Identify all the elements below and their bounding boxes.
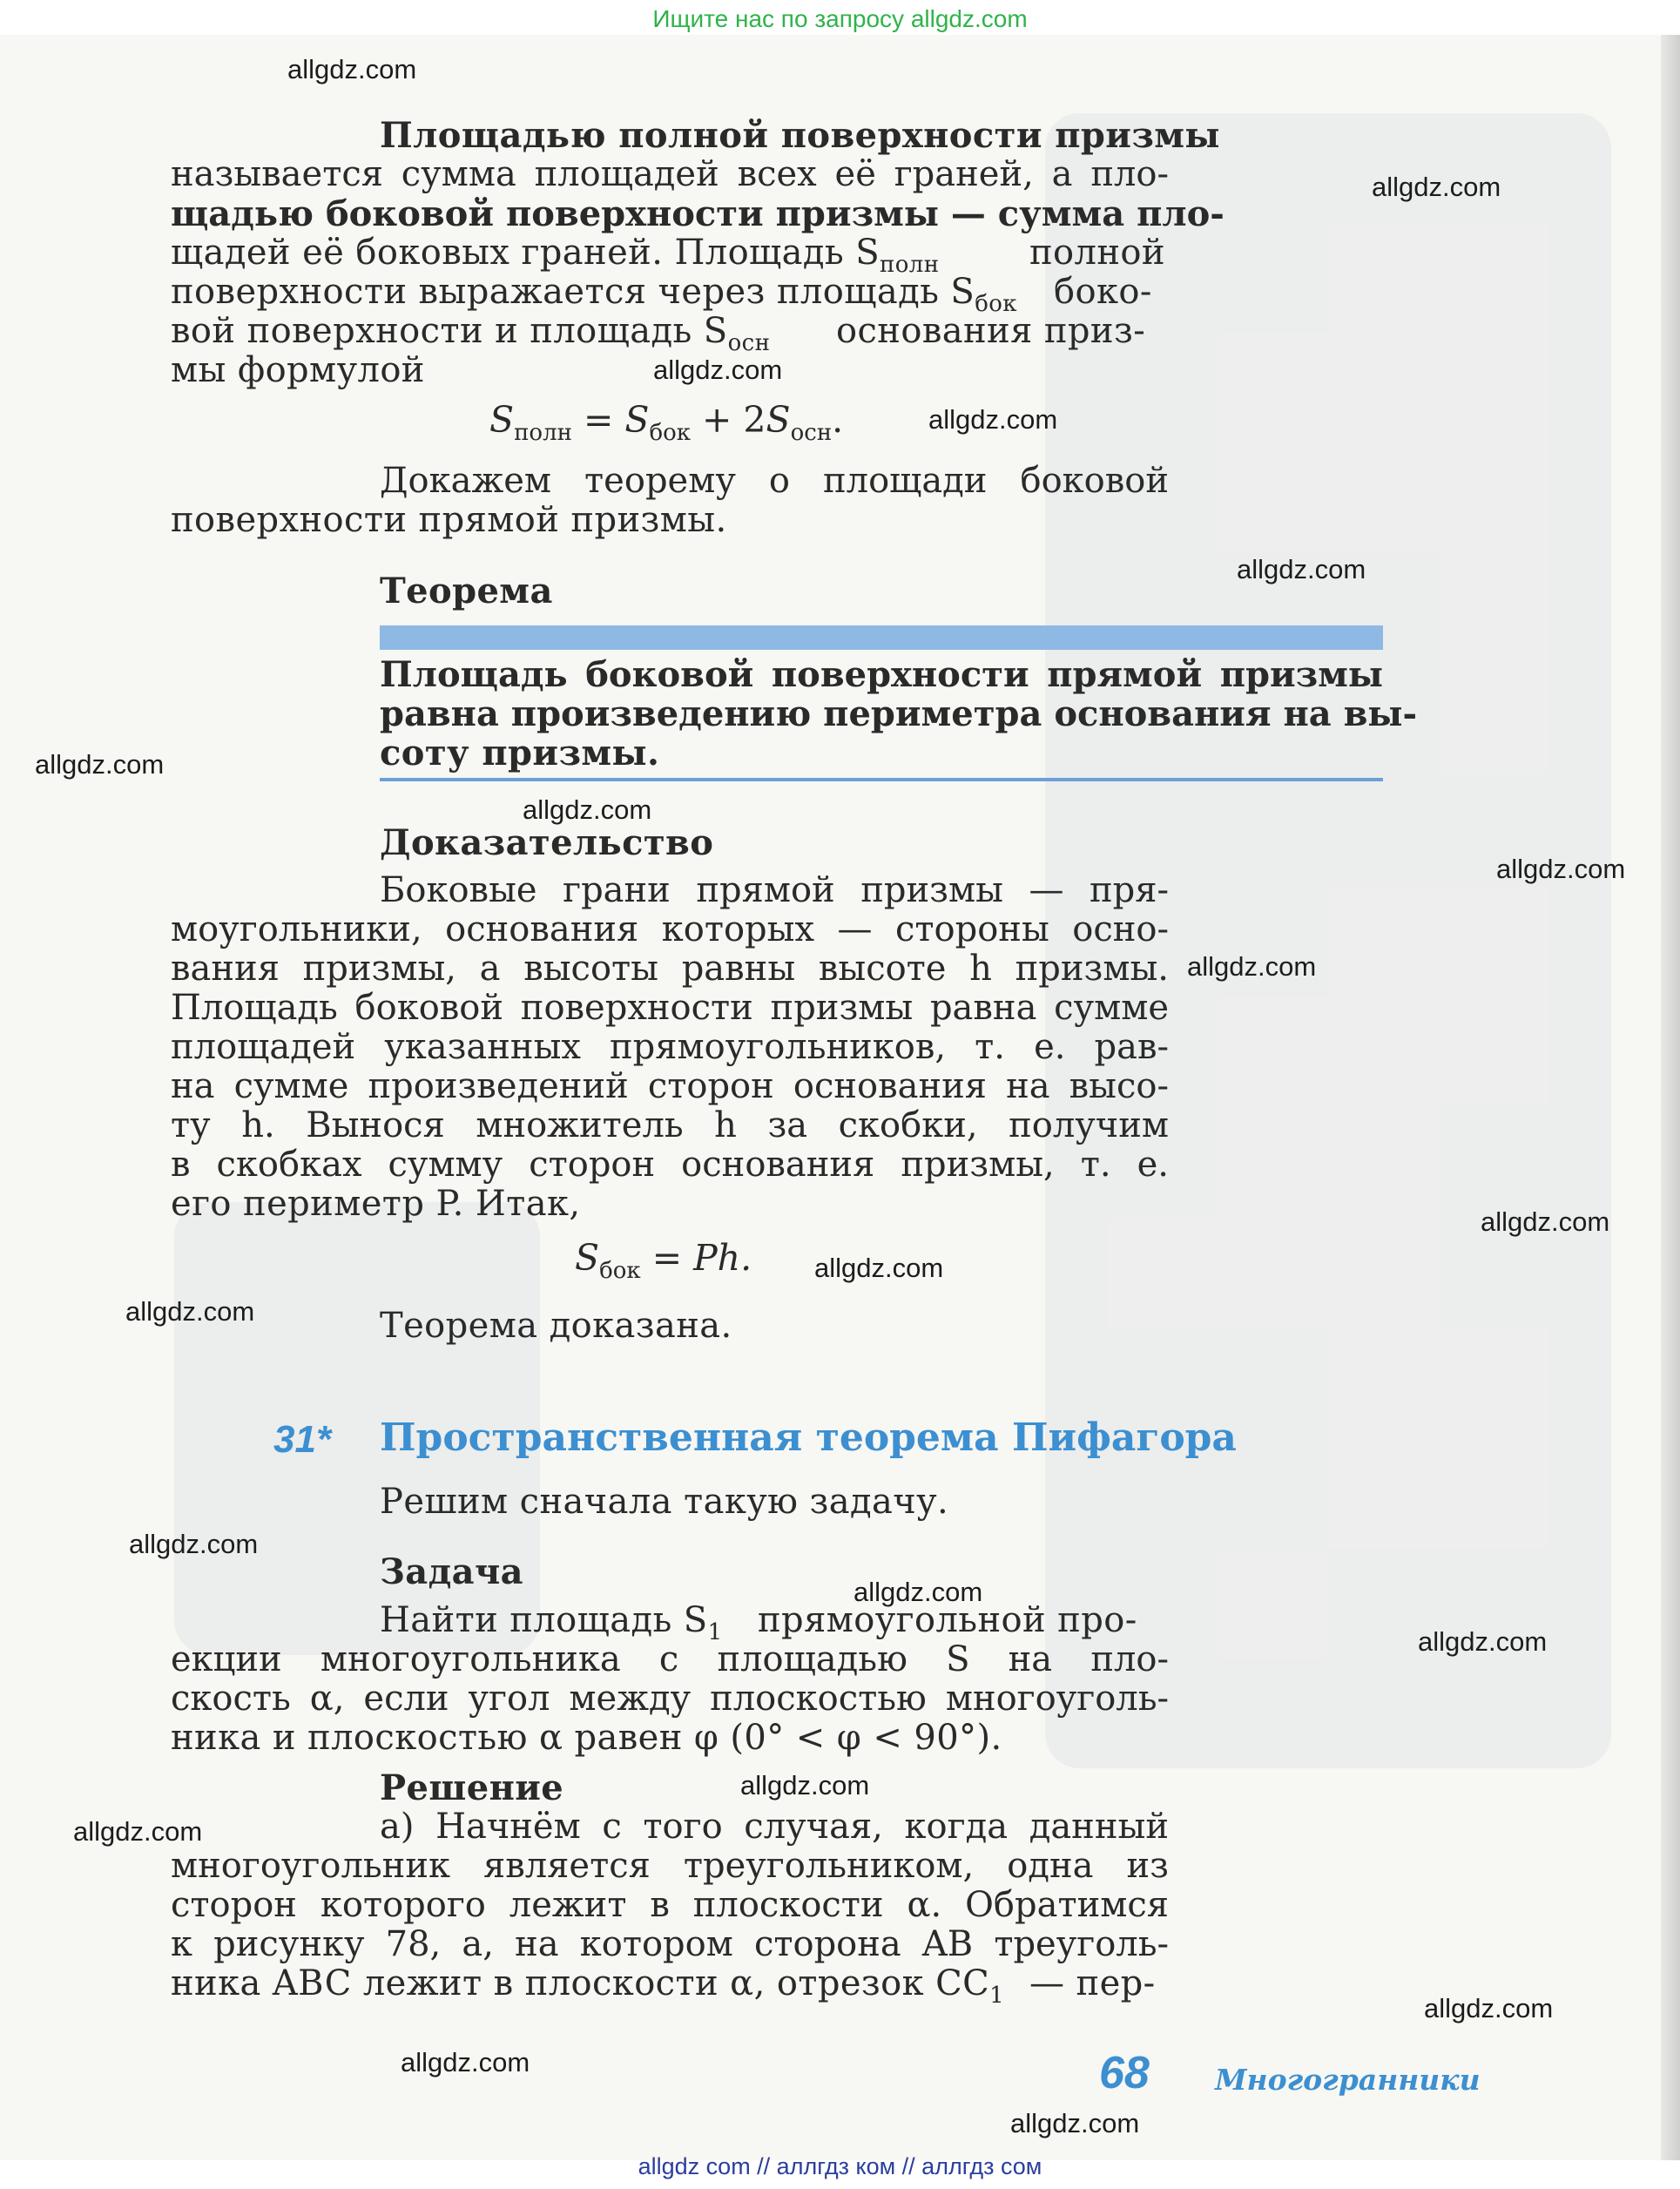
- body-line: щадей её боковых граней. Площадь $S_{полн}$: [171, 233, 940, 278]
- watermark[interactable]: allgdz.com: [653, 355, 783, 385]
- watermark[interactable]: allgdz.com: [35, 749, 165, 780]
- proof-line: вания призмы, а высоты равны высоте h призмы.: [171, 949, 1169, 989]
- solution-line-tail: — пер-: [1029, 1963, 1156, 2003]
- task-line: скость α, если угол между плоскостью многоуголь-: [171, 1679, 1169, 1719]
- proof-line: на сумме произведений сторон основания на высо-: [171, 1066, 1169, 1106]
- theorem-line: Площадь боковой поверхности прямой призмы: [380, 654, 1383, 695]
- theorem-line: равна произведению периметра основания на вы-: [380, 693, 1418, 734]
- solution-line: к рисунку 78, а, на котором сторона AB треуголь-: [171, 1924, 1169, 1964]
- proof-heading: Доказательство: [380, 822, 714, 863]
- task-line: Найти площадь $S_1$: [380, 1600, 723, 1645]
- watermark[interactable]: allgdz.com: [853, 1577, 983, 1607]
- theorem-line: соту призмы.: [380, 733, 660, 774]
- solution-line: сторон которого лежит в плоскости α. Обратимся: [171, 1885, 1169, 1925]
- task-line: ника и плоскостью α равен φ (0° < φ < 90°).: [171, 1718, 1002, 1758]
- theorem-heading: Теорема: [380, 571, 553, 611]
- chapter-label: Многогранники: [1215, 2063, 1481, 2097]
- proof-line: Площадь боковой поверхности призмы равна сумме: [171, 988, 1169, 1028]
- body-line-tail: полной: [1029, 233, 1165, 273]
- watermark[interactable]: allgdz.com: [1481, 1206, 1610, 1237]
- watermark[interactable]: allgdz.com: [129, 1529, 259, 1559]
- solution-line: многоугольник является треугольником, одна из: [171, 1846, 1169, 1886]
- section-number: 31*: [273, 1418, 332, 1461]
- page-number: 68: [1099, 2048, 1150, 2098]
- body-line: поверхности выражается через площадь $S_{бок}$: [171, 272, 1017, 317]
- solution-line: ника ABC лежит в плоскости α, отрезок $CC_1$: [171, 1963, 1005, 2009]
- task-heading: Задача: [380, 1551, 523, 1592]
- task-line-tail: прямоугольной про-: [758, 1600, 1137, 1640]
- watermark[interactable]: allgdz.com: [928, 404, 1058, 435]
- watermark[interactable]: allgdz.com: [1372, 172, 1501, 202]
- body-line: Докажем теорему о площади боковой: [380, 461, 1169, 501]
- watermark[interactable]: allgdz.com: [740, 1770, 870, 1801]
- body-line-tail: основания приз-: [836, 311, 1146, 351]
- task-line: екции многоугольника с площадью S на пло-: [171, 1639, 1169, 1679]
- watermark[interactable]: allgdz.com: [1010, 2108, 1140, 2138]
- watermark[interactable]: allgdz.com: [1496, 854, 1626, 884]
- body-line: вой поверхности и площадь $S_{осн}$: [171, 311, 771, 356]
- watermark[interactable]: allgdz.com: [1424, 1993, 1554, 2023]
- theorem-underline: [380, 778, 1383, 781]
- top-banner[interactable]: Ищите нас по запросу allgdz.com: [652, 5, 1028, 32]
- proof-line: моугольники, основания которых — стороны осно-: [171, 909, 1169, 949]
- section-title: Пространственная теорема Пифагора: [380, 1415, 1237, 1460]
- intro-line: Решим сначала такую задачу.: [380, 1482, 949, 1522]
- watermark[interactable]: allgdz.com: [523, 794, 652, 825]
- solution-line: а) Начнём с того случая, когда данный: [380, 1807, 1169, 1847]
- body-line: щадью боковой поверхности призмы — сумма пло-: [171, 193, 1225, 234]
- watermark[interactable]: allgdz.com: [73, 1816, 203, 1847]
- watermark[interactable]: allgdz.com: [125, 1296, 255, 1327]
- theorem-bar: [380, 625, 1383, 650]
- proof-line: его периметр P. Итак,: [171, 1184, 581, 1224]
- proof-line: площадей указанных прямоугольников, т. е. рав-: [171, 1027, 1169, 1067]
- watermark[interactable]: allgdz.com: [1237, 554, 1366, 584]
- body-line: мы формулой: [171, 350, 425, 390]
- bottom-banner[interactable]: allgdz com // аллгдз ком // аллгдз сом: [638, 2153, 1042, 2179]
- proof-line: Боковые грани прямой призмы — пря-: [380, 870, 1169, 910]
- proof-line: ту h. Вынося множитель h за скобки, получим: [171, 1105, 1169, 1145]
- definition-term: Площадью полной поверхности призмы: [380, 115, 1220, 156]
- watermark[interactable]: allgdz.com: [814, 1253, 944, 1283]
- body-line-tail: боко-: [1054, 272, 1152, 312]
- proof-line: в скобках сумму сторон основания призмы, т. е.: [171, 1145, 1169, 1185]
- body-line: называется сумма площадей всех её граней, а пло-: [171, 154, 1169, 194]
- watermark[interactable]: allgdz.com: [401, 2047, 530, 2078]
- watermark[interactable]: allgdz.com: [1187, 951, 1317, 982]
- watermark[interactable]: allgdz.com: [287, 54, 417, 84]
- body-line: поверхности прямой призмы.: [171, 500, 727, 540]
- watermark[interactable]: allgdz.com: [1418, 1626, 1548, 1657]
- formula-lateral-surface: $S_{бок} = Ph$.: [575, 1237, 752, 1285]
- proof-end: Теорема доказана.: [380, 1306, 732, 1346]
- page-spine-shadow: [1661, 35, 1680, 2160]
- solution-heading: Решение: [380, 1767, 564, 1808]
- formula-full-surface: $S_{полн} = S_{бок} + 2S_{осн}$.: [489, 399, 844, 447]
